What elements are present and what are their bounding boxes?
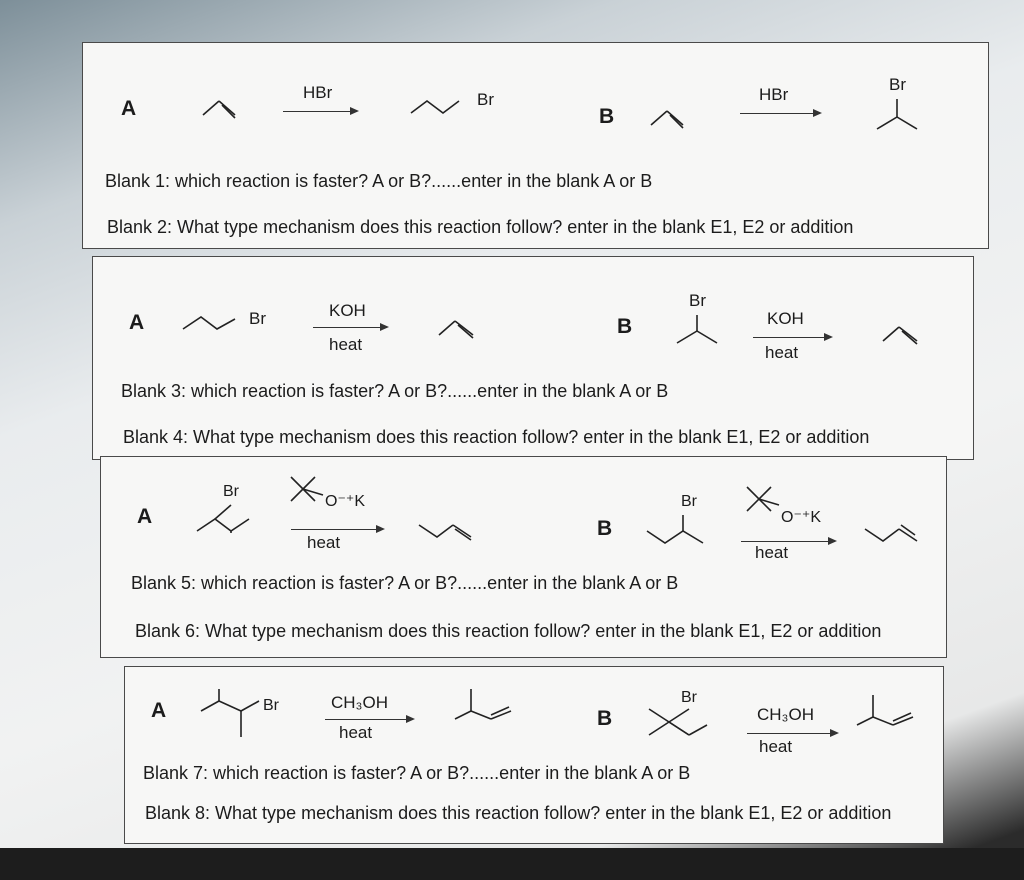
reaction-arrow (325, 719, 413, 720)
question-panel-2 (92, 256, 974, 460)
reaction-arrow (283, 111, 357, 112)
substrate-br: Br (263, 697, 279, 714)
reaction-arrow (291, 529, 383, 530)
propene-structure (203, 93, 243, 123)
alkene-product-structure (455, 689, 525, 729)
bromopropane-branched-structure (673, 315, 723, 351)
blank-3-question: Blank 3: which reaction is faster? A or B?......enter in the blank A or B (121, 381, 669, 401)
substrate-br: Br (681, 493, 697, 510)
tert-butoxide-structure (289, 475, 329, 505)
propene-structure (883, 321, 923, 351)
reaction-b-label: B (617, 315, 633, 338)
product-br: Br (889, 75, 906, 94)
reaction-b-label: B (597, 517, 613, 540)
blank-7-question: Blank 7: which reaction is faster? A or B?......enter in the blank A or B (143, 763, 691, 783)
bromobutane-structure (197, 505, 267, 541)
alkene-product-structure (857, 695, 927, 735)
bromobutane-structure (647, 515, 717, 551)
question-panel-3 (100, 456, 947, 658)
reaction-a-label: A (151, 699, 167, 722)
base-tert-butoxide: O⁻⁺K (325, 493, 366, 510)
reagent-methanol: CH₃OH (757, 705, 814, 724)
condition-heat: heat (329, 335, 363, 354)
butene-structure (419, 515, 489, 545)
tert-butoxide-structure (745, 485, 785, 515)
condition-heat: heat (307, 533, 341, 552)
butene-structure (865, 519, 935, 549)
reaction-arrow (747, 733, 837, 734)
bromo-methylbutane-structure (645, 705, 725, 745)
reaction-a-label: A (137, 505, 153, 528)
reaction-arrow (740, 113, 820, 114)
reagent-methanol: CH₃OH (331, 693, 388, 712)
blank-4-question: Blank 4: What type mechanism does this reaction follow? enter in the blank E1, E2 or addition (123, 427, 870, 447)
base-tert-butoxide: O⁻⁺K (781, 509, 822, 526)
bromopropane-branched-structure (873, 99, 923, 135)
substrate-br: Br (681, 689, 697, 706)
product-br: Br (477, 90, 494, 109)
reaction-arrow (753, 337, 831, 338)
bromopropane-structure (411, 93, 471, 123)
reaction-arrow (313, 327, 387, 328)
reaction-arrow (741, 541, 835, 542)
bromopropane-structure (183, 311, 243, 341)
reagent-koh: KOH (767, 309, 804, 328)
question-panel-1 (82, 42, 989, 249)
reaction-a-label: A (129, 311, 145, 334)
blank-1-question: Blank 1: which reaction is faster? A or B?......enter in the blank A or B (105, 171, 653, 191)
reagent-hbr: HBr (303, 83, 333, 102)
condition-heat: heat (339, 723, 373, 742)
reaction-b-label: B (599, 105, 615, 128)
reagent-koh: KOH (329, 301, 366, 320)
condition-heat: heat (755, 543, 789, 562)
screen-bezel (0, 848, 1024, 880)
substrate-br: Br (223, 483, 239, 500)
reagent-hbr: HBr (759, 85, 789, 104)
substrate-br: Br (249, 309, 266, 328)
condition-heat: heat (759, 737, 793, 756)
blank-5-question: Blank 5: which reaction is faster? A or B?......enter in the blank A or B (131, 573, 679, 593)
condition-heat: heat (765, 343, 799, 362)
blank-2-question: Blank 2: What type mechanism does this reaction follow? enter in the blank E1, E2 or addition (107, 217, 854, 237)
propene-structure (439, 315, 479, 345)
reaction-a-label: A (121, 97, 137, 120)
propene-structure (651, 103, 691, 133)
question-panel-4 (124, 666, 944, 844)
substrate-br: Br (689, 291, 706, 310)
reaction-b-label: B (597, 707, 613, 730)
blank-8-question: Blank 8: What type mechanism does this reaction follow? enter in the blank E1, E2 or addition (145, 803, 892, 823)
blank-6-question: Blank 6: What type mechanism does this reaction follow? enter in the blank E1, E2 or addition (135, 621, 882, 641)
